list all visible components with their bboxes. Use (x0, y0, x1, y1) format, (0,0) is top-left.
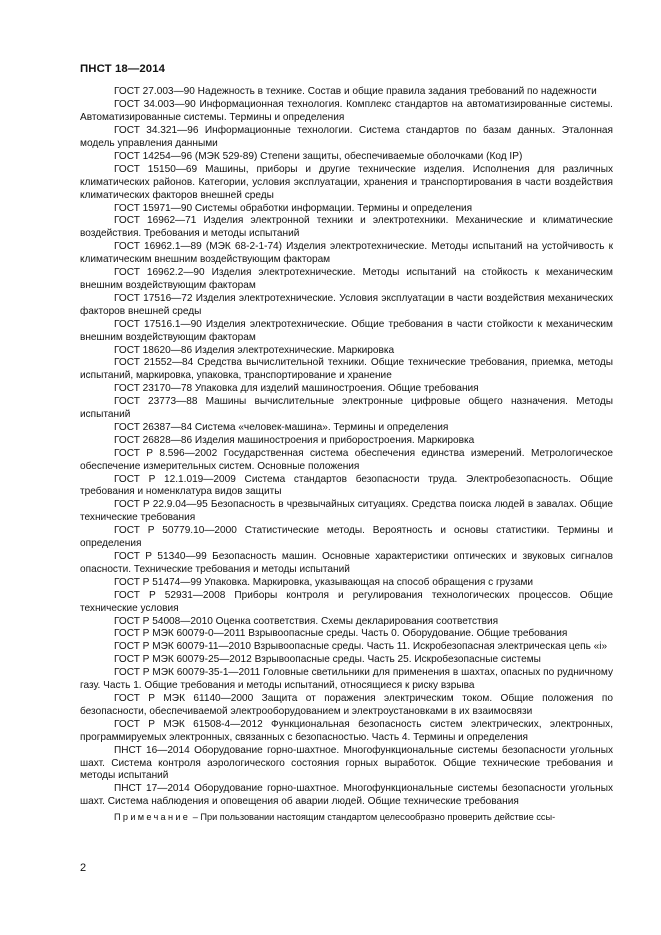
reference-item: ГОСТ 26387—84 Система «человек-машина». Термины и определения (114, 421, 449, 433)
reference-item: ГОСТ Р МЭК 60079-0—2011 Взрывоопасные среды. Часть 0. Оборудование. Общие требования (114, 628, 568, 640)
reference-item: ГОСТ Р 22.9.04—95 Безопасность в чрезвычайных ситуациях. Средства поиска людей в завалах. Общие технические требования (80, 499, 613, 524)
reference-item: ГОСТ Р МЭК 61140—2000 Защита от поражения электрическим током. Общие положения по безопасности, обеспечиваемой электрооборудованием и электроустановками в их взаимосвязи (80, 692, 613, 717)
reference-item: ПНСТ 17—2014 Оборудование горно-шахтное. Многофункциональные системы безопасности угольных шахт. Система наблюдения и оповещения об аварии людей. Общие технические требования (80, 783, 613, 808)
reference-item: ГОСТ Р 54008—2010 Оценка соответствия. Схемы декларирования соответствия (114, 615, 499, 627)
reference-item: ГОСТ 15971—90 Системы обработки информации. Термины и определения (114, 202, 473, 214)
reference-item: ГОСТ 34.003—90 Информационная технология. Комплекс стандартов на автоматизированные системы. Автоматизированные системы. Термины и определения (80, 99, 613, 124)
reference-item: ГОСТ 14254—96 (МЭК 529-89) Степени защиты, обеспечиваемые оболочками (Код IP) (114, 150, 523, 162)
reference-item: ГОСТ Р МЭК 60079-25—2012 Взрывоопасные среды. Часть 25. Искробезопасные системы (114, 654, 541, 666)
reference-item: ГОСТ 34.321—96 Информационные технологии. Система стандартов по базам данных. Эталонная модель управления данными (80, 125, 613, 150)
reference-item: ГОСТ 23773—88 Машины вычислительные электронные цифровые общего назначения. Методы испытаний (80, 396, 613, 421)
reference-item: ГОСТ 17516—72 Изделия электротехнические. Условия эксплуатации в части воздействия механических факторов внешней среды (80, 292, 613, 317)
reference-item: ГОСТ 16962—71 Изделия электронной техники и электротехники. Механические и климатические воздействия. Требования и методы испытаний (80, 215, 613, 240)
reference-item: ГОСТ Р 52931—2008 Приборы контроля и регулирования технологических процессов. Общие технические условия (80, 589, 613, 614)
reference-item: ГОСТ Р 50779.10—2000 Статистические методы. Вероятность и основы статистики. Термины и определения (80, 525, 613, 550)
reference-item: ГОСТ Р 12.1.019—2009 Система стандартов безопасности труда. Электробезопасность. Общие требования и номенклатура видов защиты (80, 473, 613, 498)
reference-item: ПНСТ 16—2014 Оборудование горно-шахтное. Многофункциональные системы безопасности угольных шахт. Система контроля аэрологического состояния горных выработок. Общие технические требования и методы испытаний (80, 744, 613, 782)
reference-item: ГОСТ 26828—86 Изделия машиностроения и приборостроения. Маркировка (114, 434, 475, 446)
page-number: 2 (80, 862, 87, 874)
reference-item: ГОСТ 17516.1—90 Изделия электротехнические. Общие требования в части стойкости к механическим внешним воздействующим факторам (80, 318, 613, 343)
reference-item: ГОСТ Р МЭК 60079-11—2010 Взрывоопасные среды. Часть 11. Искробезопасная электрическая цепь «i» (114, 641, 608, 653)
reference-item: ГОСТ Р 51340—99 Безопасность машин. Основные характеристики оптических и звуковых сигналов опасности. Технические требования и методы испытаний (80, 551, 613, 575)
reference-item: ГОСТ 27.003—90 Надежность в технике. Состав и общие правила задания требований по надежности (114, 86, 597, 98)
normative-references-list (80, 86, 613, 824)
reference-item: ГОСТ Р МЭК 60079-35-1—2011 Головные светильники для применения в шахтах, опасных по рудничному газу. Часть 1. Общие требования и методы испытаний, относящиеся к риску взрыва (80, 667, 613, 692)
note-paragraph (80, 811, 613, 824)
document-code-header: ПНСТ 18—2014 (80, 63, 166, 75)
reference-item: ГОСТ 15150—69 Машины, приборы и другие технические изделия. Исполнения для различных климатических районов. Категории, условия эксплуатации, хранения и транспортирования в части воздействия климатических факторов внешней среды (80, 163, 613, 201)
reference-item: ГОСТ Р 8.596—2002 Государственная система обеспечения единства измерений. Метрологическое обеспечение измерительных систем. Основные положения (80, 447, 613, 472)
reference-item: ГОСТ 21552—84 Средства вычислительной техники. Общие технические требования, приемка, методы испытаний, маркировка, упаковка, транспортирование и хранение (80, 357, 613, 382)
note-text: – При пользовании настоящим стандартом целесообразно проверить действие ссы- (192, 812, 556, 823)
reference-item: ГОСТ 16962.1—89 (МЭК 68-2-1-74) Изделия электротехнические. Методы испытаний на устойчивость к климатическим внешним воздействующим факторам (80, 241, 613, 266)
reference-item: ГОСТ 16962.2—90 Изделия электротехнические. Методы испытаний на стойкость к механическим внешним воздействующим факторам (80, 267, 613, 291)
reference-item: ГОСТ 23170—78 Упаковка для изделий машиностроения. Общие требования (114, 383, 479, 395)
reference-item: ГОСТ 18620—86 Изделия электротехнические. Маркировка (114, 344, 395, 356)
reference-item: ГОСТ Р 51474—99 Упаковка. Маркировка, указывающая на способ обращения с грузами (114, 576, 534, 588)
reference-item: ГОСТ Р МЭК 61508-4—2012 Функциональная безопасность систем электрических, электронных, программируемых электронных, связанных с безопасностью. Часть 4. Термины и определения (80, 718, 613, 743)
note-label: Примечание (114, 812, 191, 823)
